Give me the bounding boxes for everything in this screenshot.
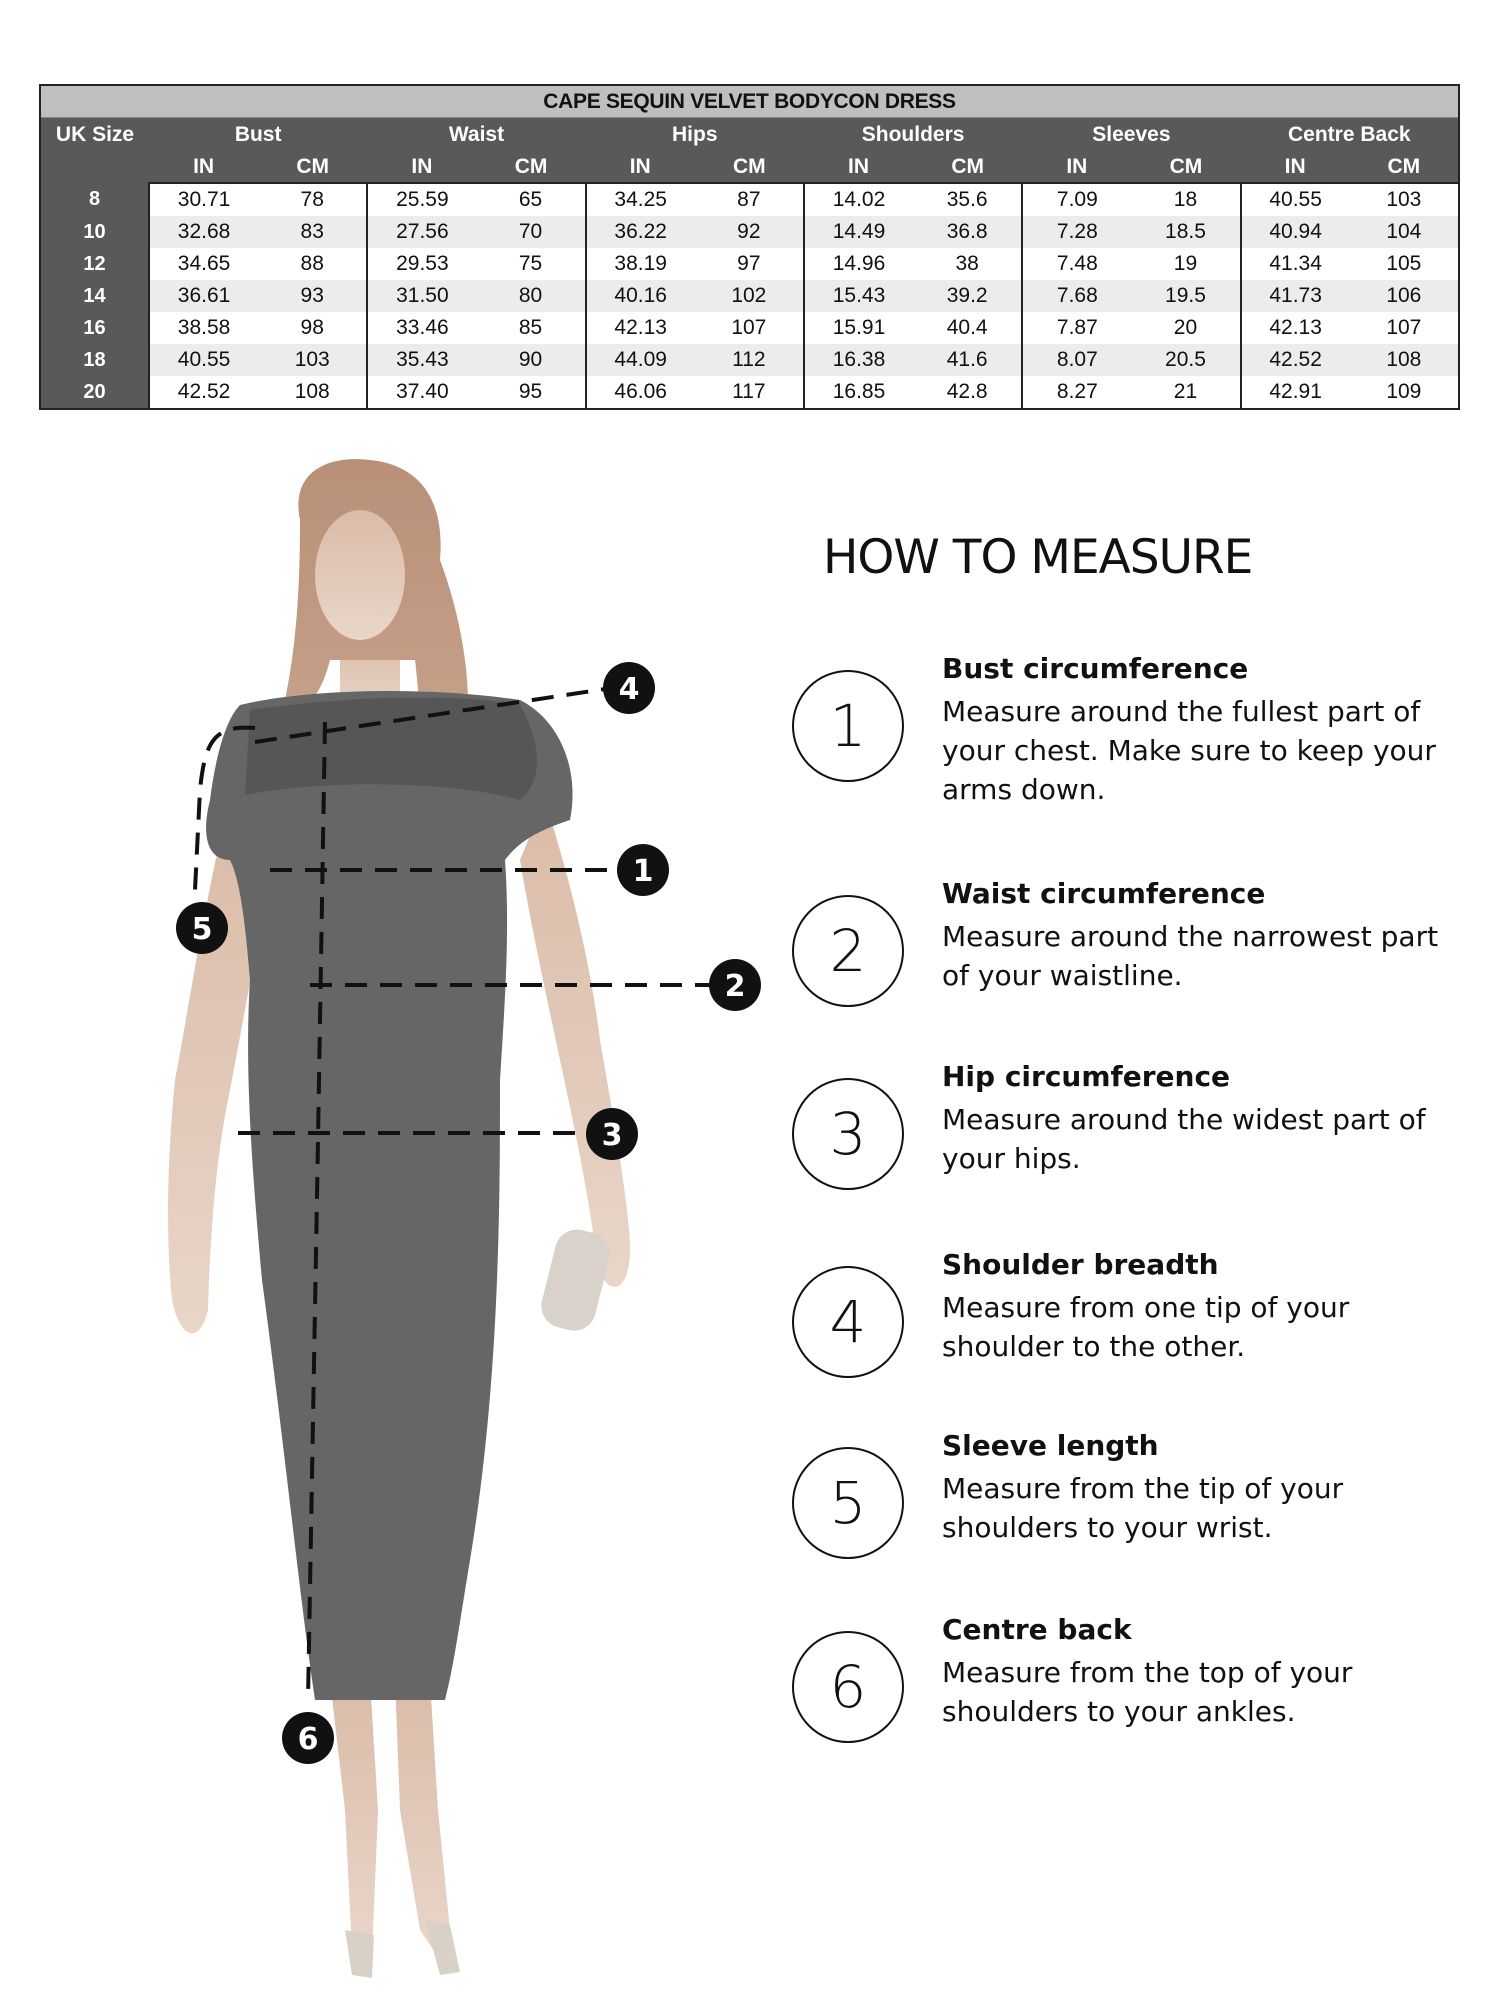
step-title: Shoulder breadth	[942, 1248, 1219, 1281]
table-row	[40, 376, 1459, 409]
measurement-cell: 98	[258, 312, 367, 344]
unit-header: CM	[695, 151, 804, 183]
measurement-cell: 7.48	[1022, 248, 1131, 280]
size-chart-title: CAPE SEQUIN VELVET BODYCON DRESS	[40, 85, 1459, 118]
measurement-cell: 83	[258, 216, 367, 248]
step-centre-back	[792, 1613, 1472, 1763]
measurement-cell: 37.40	[367, 376, 476, 409]
unit-header: CM	[1131, 151, 1240, 183]
measurement-cell: 42.13	[1241, 312, 1350, 344]
measurement-cell: 16.85	[804, 376, 913, 409]
measurement-cell: 14.49	[804, 216, 913, 248]
measurement-cell: 7.09	[1022, 183, 1131, 216]
marker-3-label: 3	[601, 1118, 623, 1153]
measurement-cell: 107	[695, 312, 804, 344]
measurement-cell: 36.22	[586, 216, 695, 248]
measurement-cell: 41.6	[913, 344, 1022, 376]
measurement-cell: 80	[476, 280, 585, 312]
marker-3	[586, 1108, 638, 1160]
measurement-cell: 38	[913, 248, 1022, 280]
unit-header-row	[40, 151, 1459, 183]
marker-6	[282, 1712, 334, 1764]
model-silhouette	[168, 459, 630, 1978]
measurement-cell: 103	[1350, 183, 1459, 216]
measurement-cell: 7.87	[1022, 312, 1131, 344]
measurement-cell: 92	[695, 216, 804, 248]
step-title: Bust circumference	[942, 652, 1249, 685]
measurement-cell: 27.56	[367, 216, 476, 248]
measurement-cell: 41.73	[1241, 280, 1350, 312]
marker-4	[603, 662, 655, 714]
uk-size-cell: 14	[40, 280, 149, 312]
measurement-cell: 44.09	[586, 344, 695, 376]
step-description: Measure from the tip of your shoulders to your wrist.	[942, 1472, 1344, 1544]
unit-header: IN	[149, 151, 258, 183]
measurement-cell: 103	[258, 344, 367, 376]
measurement-cell: 35.43	[367, 344, 476, 376]
unit-header: CM	[258, 151, 367, 183]
uk-size-header: UK Size	[40, 118, 149, 152]
measurement-cell: 34.65	[149, 248, 258, 280]
measurement-cell: 40.94	[1241, 216, 1350, 248]
measurement-cell: 8.07	[1022, 344, 1131, 376]
measurement-cell: 108	[1350, 344, 1459, 376]
table-row	[40, 183, 1459, 216]
table-row	[40, 312, 1459, 344]
unit-header: CM	[476, 151, 585, 183]
step-description: Measure around the fullest part of your chest. Make sure to keep your arms down.	[942, 695, 1436, 806]
measurement-cell: 40.55	[1241, 183, 1350, 216]
step-waist	[792, 877, 1472, 1027]
measurement-cell: 39.2	[913, 280, 1022, 312]
measurement-cell: 109	[1350, 376, 1459, 409]
measurement-cell: 106	[1350, 280, 1459, 312]
measurement-cell: 15.91	[804, 312, 913, 344]
marker-1	[617, 844, 669, 896]
measurement-cell: 107	[1350, 312, 1459, 344]
measurement-cell: 88	[258, 248, 367, 280]
step-description: Measure from one tip of your shoulder to the other.	[942, 1291, 1350, 1363]
measurement-cell: 20	[1131, 312, 1240, 344]
measurement-cell: 42.52	[149, 376, 258, 409]
measurement-cell: 38.19	[586, 248, 695, 280]
measurement-cell: 117	[695, 376, 804, 409]
measurement-cell: 18	[1131, 183, 1240, 216]
measurement-cell: 41.34	[1241, 248, 1350, 280]
measurement-cell: 16.38	[804, 344, 913, 376]
measurement-cell: 112	[695, 344, 804, 376]
uk-size-cell: 12	[40, 248, 149, 280]
measurement-cell: 102	[695, 280, 804, 312]
measurement-cell: 19.5	[1131, 280, 1240, 312]
step-shoulder	[792, 1248, 1472, 1398]
marker-4-label: 4	[618, 672, 640, 707]
table-row	[40, 344, 1459, 376]
step-number-circle: 4	[792, 1266, 904, 1378]
measurement-cell: 31.50	[367, 280, 476, 312]
measurement-cell: 97	[695, 248, 804, 280]
step-description: Measure around the narrowest part of your waistline.	[942, 920, 1439, 992]
measurement-cell: 70	[476, 216, 585, 248]
unit-header: IN	[367, 151, 476, 183]
measurement-cell: 18.5	[1131, 216, 1240, 248]
step-number-circle: 6	[792, 1631, 904, 1743]
measurement-cell: 105	[1350, 248, 1459, 280]
measurement-cell: 85	[476, 312, 585, 344]
measurement-cell: 8.27	[1022, 376, 1131, 409]
table-row	[40, 216, 1459, 248]
measurement-cell: 7.68	[1022, 280, 1131, 312]
measurement-cell: 32.68	[149, 216, 258, 248]
step-description: Measure from the top of your shoulders to your ankles.	[942, 1656, 1353, 1728]
measurement-cell: 33.46	[367, 312, 476, 344]
measurement-cell: 36.8	[913, 216, 1022, 248]
measurement-cell: 30.71	[149, 183, 258, 216]
unit-header-blank	[40, 151, 149, 183]
measurement-cell: 15.43	[804, 280, 913, 312]
measurement-cell: 36.61	[149, 280, 258, 312]
measurement-cell: 38.58	[149, 312, 258, 344]
unit-header: IN	[1241, 151, 1350, 183]
measurement-cell: 29.53	[367, 248, 476, 280]
model-figure	[0, 420, 780, 2000]
measurement-cell: 35.6	[913, 183, 1022, 216]
uk-size-cell: 8	[40, 183, 149, 216]
measurement-cell: 40.4	[913, 312, 1022, 344]
measurement-cell: 65	[476, 183, 585, 216]
measurement-cell: 42.8	[913, 376, 1022, 409]
measurement-cell: 19	[1131, 248, 1240, 280]
measurement-cell: 78	[258, 183, 367, 216]
measurement-cell: 14.96	[804, 248, 913, 280]
step-title: Centre back	[942, 1613, 1132, 1646]
group-header-sleeves: Sleeves	[1022, 118, 1240, 152]
step-title: Waist circumference	[942, 877, 1266, 910]
measurement-cell: 7.28	[1022, 216, 1131, 248]
step-description: Measure around the widest part of your hips.	[942, 1103, 1426, 1175]
measurement-cell: 14.02	[804, 183, 913, 216]
measurement-cell: 95	[476, 376, 585, 409]
group-header-shoulders: Shoulders	[804, 118, 1022, 152]
measurement-cell: 40.55	[149, 344, 258, 376]
uk-size-cell: 18	[40, 344, 149, 376]
measurement-cell: 20.5	[1131, 344, 1240, 376]
measurement-cell: 87	[695, 183, 804, 216]
size-chart-table	[39, 84, 1460, 410]
measurement-cell: 46.06	[586, 376, 695, 409]
measurement-cell: 21	[1131, 376, 1240, 409]
step-number-circle: 3	[792, 1078, 904, 1190]
measurement-cell: 75	[476, 248, 585, 280]
uk-size-cell: 20	[40, 376, 149, 409]
measurement-cell: 90	[476, 344, 585, 376]
measurement-cell: 104	[1350, 216, 1459, 248]
group-header-hips: Hips	[586, 118, 804, 152]
size-chart-body	[40, 183, 1459, 409]
step-number-circle: 1	[792, 670, 904, 782]
group-header-bust: Bust	[149, 118, 367, 152]
step-number-circle: 5	[792, 1447, 904, 1559]
group-header-waist: Waist	[367, 118, 585, 152]
step-number-circle: 2	[792, 895, 904, 1007]
unit-header: CM	[1350, 151, 1459, 183]
measurement-cell: 108	[258, 376, 367, 409]
unit-header: IN	[586, 151, 695, 183]
unit-header: IN	[1022, 151, 1131, 183]
step-bust	[792, 652, 1472, 806]
marker-6-label: 6	[297, 1722, 319, 1757]
measurement-cell: 42.91	[1241, 376, 1350, 409]
measurement-cell: 40.16	[586, 280, 695, 312]
marker-1-label: 1	[632, 854, 654, 889]
table-row	[40, 280, 1459, 312]
measurement-cell: 25.59	[367, 183, 476, 216]
step-title: Sleeve length	[942, 1429, 1159, 1462]
measurement-cell: 93	[258, 280, 367, 312]
measurement-cell: 34.25	[586, 183, 695, 216]
step-title: Hip circumference	[942, 1060, 1231, 1093]
marker-5	[176, 902, 228, 954]
marker-5-label: 5	[191, 912, 213, 947]
unit-header: CM	[913, 151, 1022, 183]
how-to-measure-title: HOW TO MEASURE	[823, 530, 1253, 585]
step-hip	[792, 1060, 1472, 1210]
uk-size-cell: 16	[40, 312, 149, 344]
marker-2	[709, 959, 761, 1011]
group-header-centre-back: Centre Back	[1241, 118, 1459, 152]
uk-size-cell: 10	[40, 216, 149, 248]
unit-header: IN	[804, 151, 913, 183]
table-row	[40, 248, 1459, 280]
measurement-cell: 42.52	[1241, 344, 1350, 376]
step-sleeve	[792, 1429, 1472, 1579]
measurement-cell: 42.13	[586, 312, 695, 344]
marker-2-label: 2	[724, 969, 746, 1004]
